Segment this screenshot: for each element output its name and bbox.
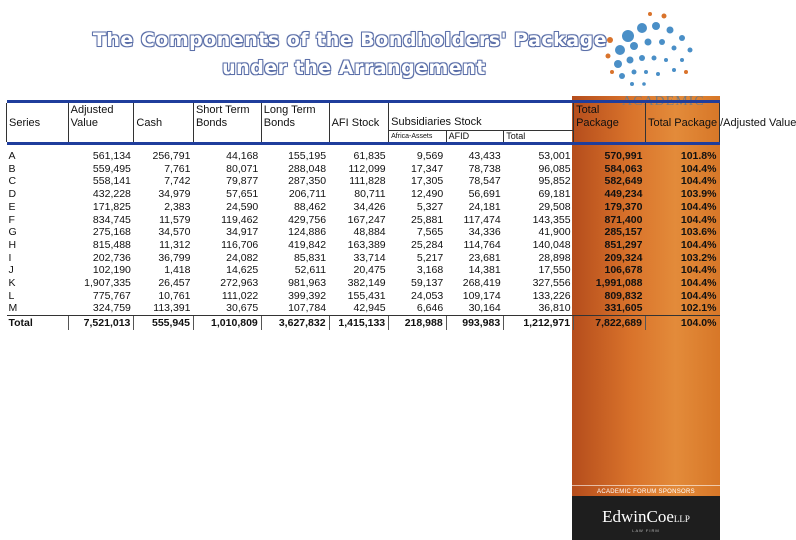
cell-cash: 7,761 xyxy=(164,162,191,175)
cell-afi-stock: 33,714 xyxy=(353,251,386,264)
cell-adjusted-value: 1,907,335 xyxy=(84,277,131,290)
cell-subsidiaries-total: 95,852 xyxy=(538,175,571,188)
cell-short-term-bonds: 111,022 xyxy=(221,289,259,302)
cell-series: I xyxy=(8,251,12,264)
cell-adjusted-value: 432,228 xyxy=(92,188,131,201)
total-total-package: 7,822,689 xyxy=(574,316,646,331)
cell-afi-stock: 167,247 xyxy=(347,213,386,226)
header-sub-total: Total xyxy=(504,131,574,143)
cell-subsidiaries-total: 69,181 xyxy=(538,188,571,201)
table-row xyxy=(7,264,720,277)
header-long-term-bonds: Long Term Bonds xyxy=(261,103,329,142)
table-row xyxy=(7,239,720,252)
cell-afid: 109,174 xyxy=(462,289,501,302)
cell-subsidiaries-total: 96,085 xyxy=(538,162,571,175)
header-series: Series xyxy=(7,103,69,142)
cell-total-package: 584,063 xyxy=(604,162,643,175)
slide-title-line-2: under the Arrangement xyxy=(222,57,486,79)
cell-afi-stock: 382,149 xyxy=(347,277,386,290)
cell-total-package: 809,832 xyxy=(604,289,643,302)
cell-afid: 24,181 xyxy=(468,200,501,213)
cell-subsidiaries-total: 133,226 xyxy=(532,289,571,302)
cell-africa-assets: 6,646 xyxy=(416,302,444,315)
cell-africa-assets: 9,569 xyxy=(416,150,444,162)
cell-subsidiaries-total: 36,810 xyxy=(538,302,571,315)
cell-afi-stock: 48,884 xyxy=(353,226,386,239)
cell-cash: 1,418 xyxy=(164,264,191,277)
cell-short-term-bonds: 24,590 xyxy=(226,200,259,213)
table-row xyxy=(7,188,720,201)
table-row xyxy=(7,302,720,315)
cell-afid: 30,164 xyxy=(468,302,501,315)
cell-series: K xyxy=(8,277,16,290)
cell-short-term-bonds: 116,706 xyxy=(221,238,259,251)
cell-package-ratio: 104.4% xyxy=(680,200,717,213)
cell-subsidiaries-total: 140,048 xyxy=(532,238,571,251)
cell-adjusted-value: 561,134 xyxy=(92,150,131,162)
cell-subsidiaries-total: 327,556 xyxy=(532,277,571,290)
cell-africa-assets: 25,284 xyxy=(411,238,444,251)
total-afid: 993,983 xyxy=(446,316,504,331)
cell-total-package: 331,605 xyxy=(604,302,643,315)
cell-short-term-bonds: 272,963 xyxy=(220,277,259,290)
table-row xyxy=(7,252,720,265)
cell-package-ratio: 104.4% xyxy=(680,264,717,277)
cell-long-term-bonds: 85,831 xyxy=(293,251,327,264)
cell-africa-assets: 59,137 xyxy=(411,277,444,290)
cell-afi-stock: 20,475 xyxy=(353,264,386,277)
cell-afi-stock: 42,945 xyxy=(353,302,386,315)
cell-cash: 36,799 xyxy=(158,251,191,264)
brand-suffix: LLP xyxy=(673,514,690,524)
header-subsidiaries-stock: Subsidiaries Stock xyxy=(389,103,574,131)
cell-short-term-bonds: 44,168 xyxy=(226,150,259,162)
total-package-ratio: 104.0% xyxy=(645,316,719,331)
cell-long-term-bonds: 419,842 xyxy=(288,238,327,251)
cell-cash: 34,570 xyxy=(158,226,191,239)
total-short-term-bonds: 1,010,809 xyxy=(193,316,261,331)
header-afid: AFID xyxy=(446,131,504,143)
cell-short-term-bonds: 14,625 xyxy=(226,264,259,277)
bondholders-table xyxy=(6,100,796,330)
cell-afid: 56,691 xyxy=(468,188,501,201)
brand-name: EdwinCoe xyxy=(602,507,674,526)
cell-total-package: 285,157 xyxy=(604,226,643,239)
edwincoe-logo xyxy=(572,496,720,540)
cell-long-term-bonds: 399,392 xyxy=(288,289,327,302)
cell-series: B xyxy=(8,162,16,175)
table-row xyxy=(7,226,720,239)
cell-series: C xyxy=(8,175,17,188)
table-row xyxy=(7,277,720,290)
cell-package-ratio: 104.4% xyxy=(680,277,717,290)
cell-adjusted-value: 324,759 xyxy=(92,302,131,315)
cell-short-term-bonds: 119,462 xyxy=(221,213,259,226)
cell-afid: 78,738 xyxy=(468,162,501,175)
cell-subsidiaries-total: 41,900 xyxy=(538,226,571,239)
cell-afid: 268,419 xyxy=(462,277,501,290)
cell-subsidiaries-total: 143,355 xyxy=(532,213,571,226)
total-subsidiaries-total: 1,212,971 xyxy=(504,316,574,331)
cell-short-term-bonds: 80,071 xyxy=(226,162,259,175)
cell-series: G xyxy=(8,226,17,239)
cell-long-term-bonds: 88,462 xyxy=(293,200,327,213)
cell-total-package: 179,370 xyxy=(604,200,643,213)
cell-total-package: 851,297 xyxy=(604,238,643,251)
cell-long-term-bonds: 288,048 xyxy=(288,162,327,175)
cell-total-package: 449,234 xyxy=(604,188,643,201)
table-row xyxy=(7,163,720,176)
cell-afi-stock: 112,099 xyxy=(348,162,386,175)
cell-series: D xyxy=(8,188,17,201)
cell-africa-assets: 5,217 xyxy=(416,251,444,264)
cell-africa-assets: 25,881 xyxy=(411,213,444,226)
cell-long-term-bonds: 206,711 xyxy=(288,188,327,201)
cell-series: M xyxy=(8,302,18,315)
total-row xyxy=(7,316,720,331)
cell-package-ratio: 101.8% xyxy=(680,150,717,162)
total-adjusted-value: 7,521,013 xyxy=(68,316,134,331)
cell-cash: 11,312 xyxy=(159,238,191,251)
cell-afid: 114,764 xyxy=(463,238,501,251)
cell-afid: 78,547 xyxy=(468,175,501,188)
cell-series: H xyxy=(8,238,17,251)
cell-total-package: 582,649 xyxy=(604,175,643,188)
header-cash: Cash xyxy=(134,103,194,142)
cell-long-term-bonds: 981,963 xyxy=(288,277,327,290)
cell-subsidiaries-total: 17,550 xyxy=(538,264,571,277)
cell-long-term-bonds: 124,886 xyxy=(288,226,327,239)
cell-adjusted-value: 202,736 xyxy=(92,251,131,264)
table-row xyxy=(7,290,720,303)
cell-total-package: 106,678 xyxy=(604,264,643,277)
total-afi-stock: 1,415,133 xyxy=(329,316,389,331)
cell-package-ratio: 104.4% xyxy=(680,162,717,175)
cell-short-term-bonds: 79,877 xyxy=(226,175,259,188)
cell-adjusted-value: 775,767 xyxy=(92,289,131,302)
table-row xyxy=(7,175,720,188)
cell-subsidiaries-total: 29,508 xyxy=(538,200,571,213)
cell-subsidiaries-total: 28,898 xyxy=(538,251,571,264)
header-short-term-bonds: Short Term Bonds xyxy=(193,103,261,142)
header-total-package: Total Package xyxy=(574,103,646,142)
header-package-adjusted: Total Package /Adjusted Value xyxy=(645,103,719,142)
cell-africa-assets: 24,053 xyxy=(411,289,444,302)
cell-long-term-bonds: 155,195 xyxy=(288,150,327,162)
cell-total-package: 209,324 xyxy=(604,251,643,264)
cell-africa-assets: 3,168 xyxy=(416,264,444,277)
cell-afi-stock: 163,389 xyxy=(347,238,386,251)
cell-package-ratio: 103.9% xyxy=(680,188,717,201)
cell-adjusted-value: 559,495 xyxy=(92,162,131,175)
academic-forum-logo-icon xyxy=(590,6,700,96)
cell-total-package: 1,991,088 xyxy=(595,277,643,290)
cell-series: J xyxy=(8,264,14,277)
cell-afid: 34,336 xyxy=(468,226,501,239)
cell-long-term-bonds: 287,350 xyxy=(288,175,327,188)
cell-afid: 43,433 xyxy=(468,150,501,162)
cell-long-term-bonds: 52,611 xyxy=(294,264,327,277)
cell-package-ratio: 104.4% xyxy=(680,238,717,251)
table-row xyxy=(7,201,720,214)
cell-package-ratio: 104.4% xyxy=(680,175,717,188)
cell-afid: 23,681 xyxy=(468,251,501,264)
cell-adjusted-value: 102,190 xyxy=(92,264,131,277)
table-row xyxy=(7,214,720,227)
total-series: Total xyxy=(7,316,69,331)
cell-afi-stock: 61,835 xyxy=(353,150,386,162)
cell-afi-stock: 34,426 xyxy=(353,200,386,213)
cell-series: E xyxy=(8,200,16,213)
cell-afi-stock: 155,431 xyxy=(347,289,386,302)
cell-package-ratio: 104.4% xyxy=(680,213,717,226)
cell-adjusted-value: 815,488 xyxy=(92,238,131,251)
cell-package-ratio: 103.6% xyxy=(680,226,717,239)
cell-series: F xyxy=(8,213,15,226)
cell-afid: 117,474 xyxy=(463,213,501,226)
cell-package-ratio: 102.1% xyxy=(680,302,717,315)
cell-package-ratio: 104.4% xyxy=(680,289,717,302)
cell-africa-assets: 17,347 xyxy=(411,162,444,175)
cell-short-term-bonds: 34,917 xyxy=(226,226,259,239)
slide-title-line-1: The Components of the Bondholders' Package xyxy=(92,29,608,51)
cell-africa-assets: 7,565 xyxy=(416,226,444,239)
cell-africa-assets: 17,305 xyxy=(411,175,444,188)
cell-long-term-bonds: 429,756 xyxy=(288,213,327,226)
cell-total-package: 871,400 xyxy=(604,213,643,226)
header-afi-stock: AFI Stock xyxy=(329,103,389,142)
cell-total-package: 570,991 xyxy=(604,150,643,162)
cell-cash: 11,579 xyxy=(159,213,191,226)
cell-adjusted-value: 558,141 xyxy=(92,175,131,188)
table-row xyxy=(7,150,720,163)
cell-package-ratio: 103.2% xyxy=(680,251,717,264)
cell-long-term-bonds: 107,784 xyxy=(288,302,327,315)
header-africa-assets: Africa-Assets xyxy=(389,131,447,143)
total-africa-assets: 218,988 xyxy=(389,316,447,331)
cell-cash: 2,383 xyxy=(164,200,191,213)
cell-short-term-bonds: 30,675 xyxy=(226,302,259,315)
cell-cash: 256,791 xyxy=(152,150,191,162)
sponsor-label: ACADEMIC FORUM SPONSORS xyxy=(572,485,720,495)
cell-adjusted-value: 275,168 xyxy=(92,226,131,239)
cell-africa-assets: 5,327 xyxy=(416,200,444,213)
cell-series: A xyxy=(8,150,16,162)
cell-short-term-bonds: 57,651 xyxy=(226,188,259,201)
cell-africa-assets: 12,490 xyxy=(411,188,444,201)
cell-adjusted-value: 834,745 xyxy=(92,213,131,226)
brand-sub: LAW FIRM xyxy=(632,528,660,533)
cell-afi-stock: 80,711 xyxy=(354,188,386,201)
cell-afi-stock: 111,828 xyxy=(349,175,386,188)
cell-cash: 34,979 xyxy=(158,188,191,201)
cell-cash: 113,391 xyxy=(153,302,191,315)
cell-cash: 7,742 xyxy=(164,175,191,188)
cell-subsidiaries-total: 53,001 xyxy=(538,150,571,162)
cell-adjusted-value: 171,825 xyxy=(92,200,131,213)
cell-cash: 26,457 xyxy=(158,277,191,290)
cell-cash: 10,761 xyxy=(158,289,191,302)
header-adjusted-value: Adjusted Value xyxy=(68,103,134,142)
cell-afid: 14,381 xyxy=(468,264,501,277)
total-cash: 555,945 xyxy=(134,316,194,331)
cell-series: L xyxy=(8,289,15,302)
total-long-term-bonds: 3,627,832 xyxy=(261,316,329,331)
cell-short-term-bonds: 24,082 xyxy=(226,251,259,264)
